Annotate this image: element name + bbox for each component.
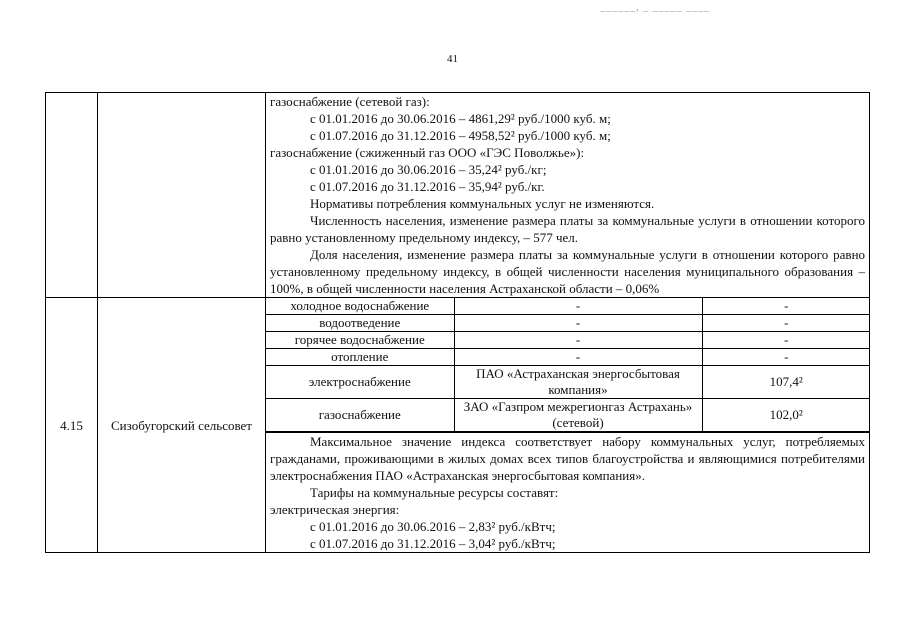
service-index: 102,0² bbox=[702, 399, 870, 432]
service-provider: ПАО «Астраханская энергосбытовая компания» bbox=[454, 366, 702, 399]
services-table bbox=[266, 298, 870, 432]
text-line: Доля населения, изменение размера платы за коммунальные услуги в отношении которого равно установленному предельному индексу, в общей численности населения муниципального образования – 100%, в общей численности населения Астраханской области – 0,06% bbox=[270, 247, 866, 296]
service-index: - bbox=[702, 315, 870, 332]
text-line: с 01.01.2016 до 30.06.2016 – 2,83² руб./кВтч; bbox=[310, 519, 556, 534]
table-row-previous bbox=[46, 93, 870, 298]
text-line: газоснабжение (сетевой газ): bbox=[270, 94, 430, 109]
text-line: газоснабжение (сжиженный газ ООО «ГЭС Поволжье»): bbox=[270, 145, 585, 160]
service-index: - bbox=[702, 298, 870, 315]
service-row bbox=[266, 366, 870, 399]
text-line: электрическая энергия: bbox=[270, 502, 400, 517]
prev-text-cell bbox=[266, 93, 870, 298]
text-line: Численность населения, изменение размера платы за коммунальные услуги в отношении которого равно установленному предельному индексу, – 577 чел. bbox=[270, 213, 866, 245]
service-row bbox=[266, 349, 870, 366]
service-row bbox=[266, 315, 870, 332]
row-number: 4.15 bbox=[46, 298, 98, 553]
prev-name-cell bbox=[98, 93, 266, 298]
service-row bbox=[266, 399, 870, 432]
service-row bbox=[266, 298, 870, 315]
service-row bbox=[266, 332, 870, 349]
prev-number-cell bbox=[46, 93, 98, 298]
service-provider: - bbox=[454, 332, 702, 349]
text-line: с 01.01.2016 до 30.06.2016 – 4861,29² руб./1000 куб. м; bbox=[310, 111, 611, 126]
service-name: холодное водоснабжение bbox=[266, 298, 454, 315]
scan-artifact: ______, _ _____ ____ bbox=[600, 2, 710, 13]
service-name: газоснабжение bbox=[266, 399, 454, 432]
text-line: с 01.01.2016 до 30.06.2016 – 35,24² руб./кг; bbox=[310, 162, 547, 177]
service-index: - bbox=[702, 332, 870, 349]
service-provider: - bbox=[454, 349, 702, 366]
table-row-4-15 bbox=[46, 298, 870, 433]
service-index: - bbox=[702, 349, 870, 366]
service-name: горячее водоснабжение bbox=[266, 332, 454, 349]
service-name: отопление bbox=[266, 349, 454, 366]
service-provider: ЗАО «Газпром межрегионгаз Астрахань» (сетевой) bbox=[454, 399, 702, 432]
service-name: водоотведение bbox=[266, 315, 454, 332]
text-line: Максимальное значение индекса соответствует набору коммунальных услуг, потребляемых гражданами, проживающими в жилых домах всех типов благоустройства и являющимися потребителями электроснабжения ПАО «Астраханская энергосбытовая компания». bbox=[270, 434, 866, 483]
text-line: с 01.07.2016 до 31.12.2016 – 3,04² руб./кВтч; bbox=[310, 536, 556, 551]
service-provider: - bbox=[454, 315, 702, 332]
text-line: Нормативы потребления коммунальных услуг не изменяются. bbox=[310, 196, 655, 211]
service-provider: - bbox=[454, 298, 702, 315]
service-index: 107,4² bbox=[702, 366, 870, 399]
row-text-cell bbox=[266, 433, 870, 553]
text-line: с 01.07.2016 до 31.12.2016 – 4958,52² руб./1000 куб. м; bbox=[310, 128, 611, 143]
text-line: с 01.07.2016 до 31.12.2016 – 35,94² руб./кг. bbox=[310, 179, 545, 194]
service-name: электроснабжение bbox=[266, 366, 454, 399]
municipality-name: Сизобугорский сельсовет bbox=[98, 298, 266, 553]
tariff-table bbox=[45, 92, 870, 553]
services-cell bbox=[266, 298, 870, 433]
page-number: 41 bbox=[447, 53, 458, 65]
text-line: Тарифы на коммунальные ресурсы составят: bbox=[310, 485, 559, 500]
